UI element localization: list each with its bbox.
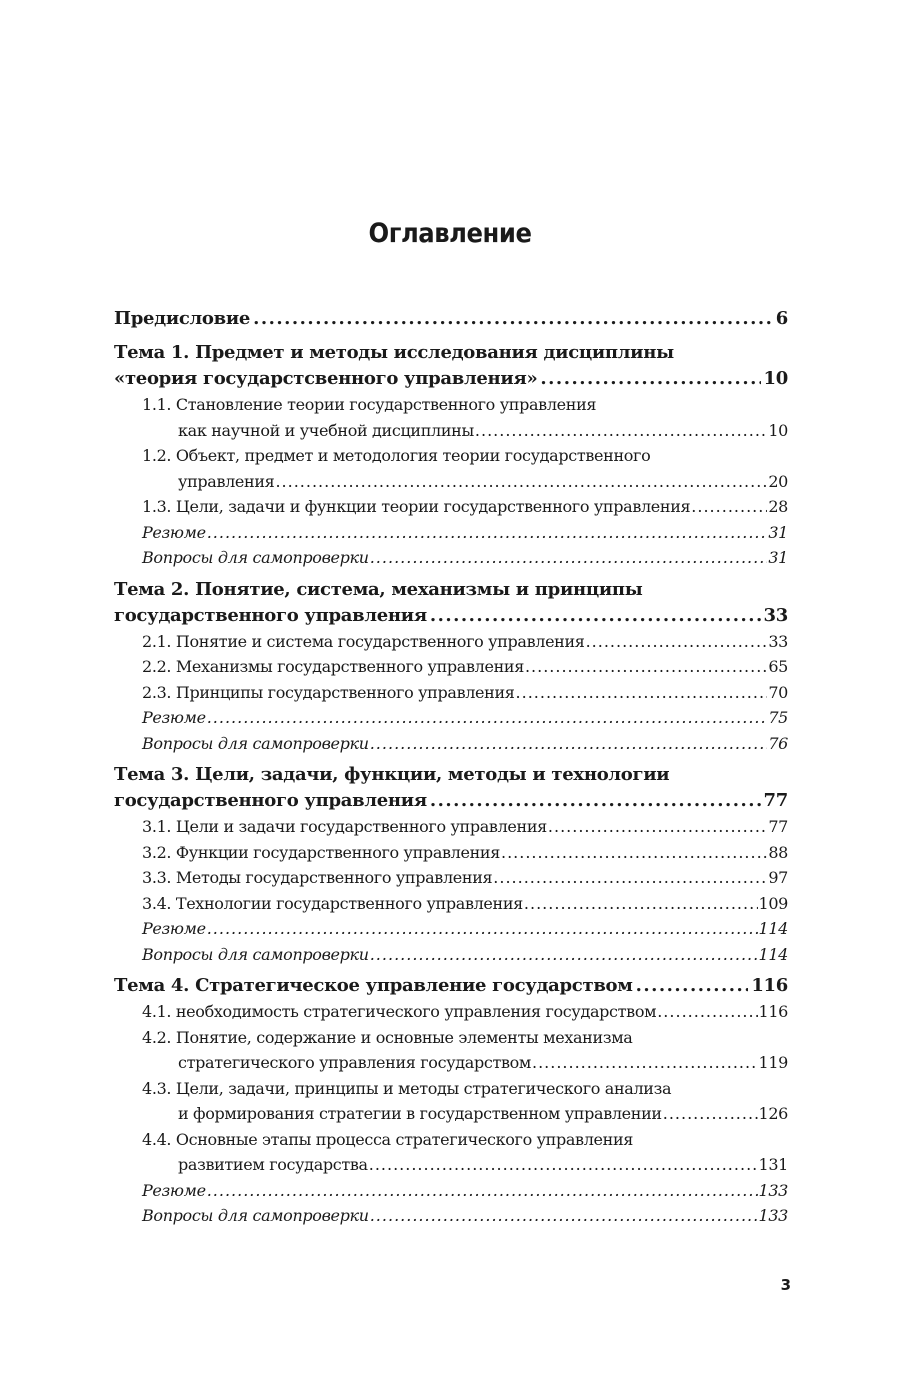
toc-page-number: 31	[768, 522, 788, 542]
toc-section[interactable]	[142, 999, 788, 1025]
dot-leader	[475, 418, 767, 444]
toc-section-title: 1.3. Цели, задачи и функции теории государственного управления	[142, 497, 691, 516]
toc-section[interactable]	[142, 865, 788, 891]
toc-topic-4	[114, 973, 788, 1229]
dot-leader	[275, 469, 767, 495]
toc-page-number: 114	[758, 944, 788, 964]
dot-leader	[657, 999, 757, 1025]
toc-topic-heading[interactable]	[114, 973, 788, 999]
toc-entry-label: Предисловие	[114, 308, 251, 329]
toc-page-number: 77	[763, 790, 788, 811]
toc-section-title: Резюме	[142, 1180, 206, 1200]
dot-leader	[370, 942, 758, 968]
toc-section-title: 4.1. необходимость стратегического управления государством	[142, 1002, 657, 1021]
toc-topic-title-line1: Тема 3. Цели, задачи, функции, методы и технологии	[114, 764, 670, 785]
dot-leader	[207, 520, 768, 546]
toc-page-number: 10	[763, 368, 788, 389]
toc-section-title: 3.3. Методы государственного управления	[142, 868, 493, 887]
dot-leader	[207, 916, 758, 942]
toc-section-title: 3.4. Технологии государственного управления	[142, 893, 523, 913]
page-number: 3	[780, 1276, 791, 1294]
toc-section-title: Резюме	[142, 919, 206, 938]
toc-page-number: 114	[758, 919, 788, 938]
table-of-contents	[114, 306, 788, 1235]
toc-topic-1	[114, 340, 788, 571]
toc-questions[interactable]	[142, 545, 788, 571]
toc-section[interactable]	[142, 1076, 788, 1127]
toc-section-title-line2: и формирования стратегии в государственном управлении	[178, 1104, 662, 1123]
dot-leader	[525, 654, 767, 680]
toc-section-title-line1: 1.1. Становление теории государственного управления	[142, 395, 597, 414]
toc-topic-title: Тема 4. Стратегическое управление государством	[114, 975, 633, 996]
toc-section-title: Вопросы для самопроверки	[142, 1206, 369, 1225]
toc-section-title: Вопросы для самопроверки	[142, 944, 369, 964]
toc-section[interactable]	[142, 814, 788, 840]
toc-page-number: 77	[768, 817, 788, 836]
toc-section-title: 3.1. Цели и задачи государственного управления	[142, 817, 547, 836]
toc-page-number: 97	[768, 868, 788, 887]
dot-leader	[501, 840, 767, 866]
toc-summary[interactable]	[142, 705, 788, 731]
toc-page-number: 31	[768, 548, 788, 567]
toc-section-title: 3.2. Функции государственного управления	[142, 842, 500, 862]
toc-section-title: Резюме	[142, 522, 206, 542]
toc-page-number: 109	[758, 893, 788, 913]
toc-section-title-line1: 1.2. Объект, предмет и методология теории государственного	[142, 446, 651, 465]
toc-section-title-line1: 4.2. Понятие, содержание и основные элементы механизма	[142, 1027, 633, 1047]
toc-page-number: 88	[768, 842, 788, 862]
toc-page-number: 131	[758, 1155, 788, 1174]
toc-section-title-line2: как научной и учебной дисциплины	[178, 420, 474, 440]
page-title: Оглавление	[368, 218, 532, 249]
toc-topic-2	[114, 577, 788, 757]
dot-leader	[516, 680, 768, 706]
toc-preface[interactable]	[114, 306, 788, 332]
toc-section-title: 2.1. Понятие и система государственного управления	[142, 631, 585, 651]
dot-leader	[370, 545, 768, 571]
toc-section[interactable]	[142, 680, 788, 706]
toc-topic-title-line1: Тема 1. Предмет и методы исследования дисциплины	[114, 342, 674, 363]
toc-page-number: 33	[768, 631, 788, 651]
toc-summary[interactable]	[142, 916, 788, 942]
toc-section-title: 2.2. Механизмы государственного управления	[142, 657, 524, 676]
toc-section[interactable]	[142, 443, 788, 494]
toc-section-title: Резюме	[142, 708, 206, 727]
toc-section[interactable]	[142, 494, 788, 520]
toc-section[interactable]	[142, 840, 788, 866]
dot-leader	[430, 788, 761, 814]
toc-topic-heading[interactable]	[114, 340, 788, 392]
toc-page-number: 33	[763, 604, 788, 626]
toc-page-number: 75	[768, 708, 788, 727]
toc-topic-title-line2: государственного управления	[114, 604, 427, 626]
toc-topic-title-line1: Тема 2. Понятие, система, механизмы и принципы	[114, 578, 643, 600]
dot-leader	[253, 306, 773, 332]
toc-section-title: Вопросы для самопроверки	[142, 548, 369, 567]
toc-page-number: 126	[758, 1104, 788, 1123]
toc-page-number: 119	[758, 1053, 788, 1072]
toc-section[interactable]	[142, 1025, 788, 1076]
toc-page-number: 133	[758, 1206, 788, 1225]
toc-topic-title-line2: государственного управления	[114, 790, 427, 811]
toc-page-number: 10	[768, 420, 788, 440]
dot-leader	[370, 1203, 758, 1229]
toc-page-number: 116	[751, 975, 788, 996]
toc-page-number: 70	[768, 682, 788, 702]
toc-questions[interactable]	[142, 942, 788, 968]
dot-leader	[691, 494, 767, 520]
toc-topic-title-line2: «теория государстсвенного управления»	[114, 368, 538, 389]
dot-leader	[548, 814, 767, 840]
toc-section[interactable]	[142, 629, 788, 655]
dot-leader	[430, 603, 761, 629]
toc-section[interactable]	[142, 654, 788, 680]
toc-page-number: 6	[775, 308, 788, 329]
toc-section[interactable]	[142, 891, 788, 917]
dot-leader	[532, 1050, 758, 1076]
toc-section[interactable]	[142, 392, 788, 443]
dot-leader	[207, 1178, 758, 1204]
toc-page-number: 133	[758, 1180, 788, 1200]
toc-topic-heading[interactable]	[114, 762, 788, 814]
toc-page-number: 28	[768, 497, 788, 516]
toc-page-number: 65	[768, 657, 788, 676]
toc-section-title: 2.3. Принципы государственного управления	[142, 682, 515, 702]
toc-topic-heading[interactable]	[114, 577, 788, 629]
toc-summary[interactable]	[142, 520, 788, 546]
toc-section-title-line2: развитием государства	[178, 1155, 368, 1174]
toc-section-title: Вопросы для самопроверки	[142, 733, 369, 753]
toc-topic-3	[114, 762, 788, 967]
toc-section-title-line1: 4.3. Цели, задачи, принципы и методы стратегического анализа	[142, 1078, 672, 1098]
toc-page-number: 116	[758, 1002, 788, 1021]
toc-page-number: 76	[768, 733, 788, 753]
dot-leader	[586, 629, 768, 655]
toc-section-title-line2: стратегического управления государством	[178, 1053, 531, 1072]
dot-leader	[370, 731, 768, 757]
toc-summary[interactable]	[142, 1178, 788, 1204]
dot-leader	[207, 705, 768, 731]
toc-section[interactable]	[142, 1127, 788, 1178]
dot-leader	[663, 1101, 758, 1127]
dot-leader	[540, 366, 760, 392]
toc-page-number: 20	[768, 471, 788, 491]
toc-questions[interactable]	[142, 1203, 788, 1229]
toc-section-title-line2: управления	[178, 471, 275, 491]
toc-section-title-line1: 4.4. Основные этапы процесса стратегического управления	[142, 1129, 634, 1149]
dot-leader	[493, 865, 767, 891]
dot-leader	[636, 973, 749, 999]
dot-leader	[524, 891, 758, 917]
toc-questions[interactable]	[142, 731, 788, 757]
dot-leader	[369, 1152, 758, 1178]
